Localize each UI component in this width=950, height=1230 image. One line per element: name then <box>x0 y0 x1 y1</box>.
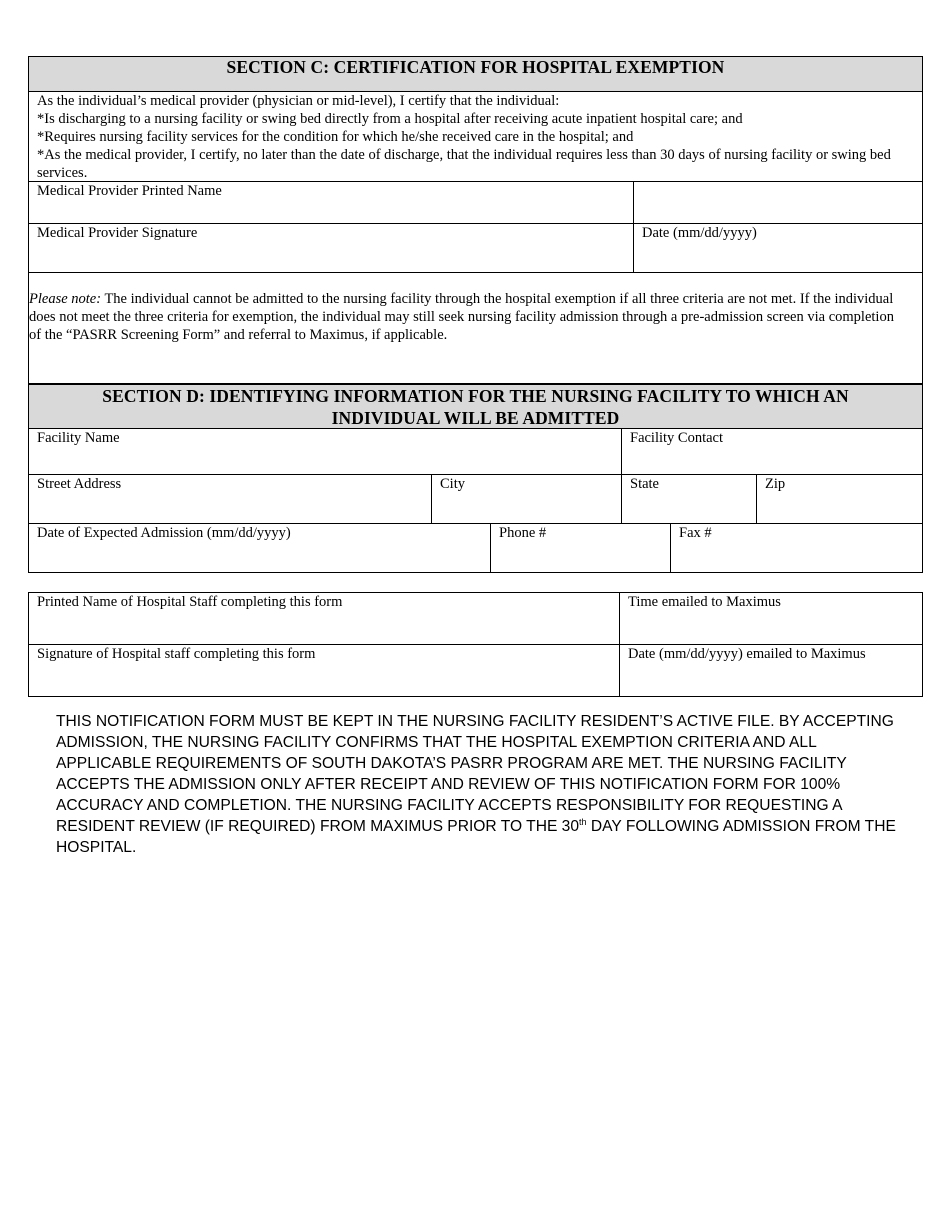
retention-notice <box>56 711 896 858</box>
staff-signature-field[interactable] <box>29 645 618 696</box>
fax-label: Fax # <box>679 525 712 541</box>
criterion-2: *Requires nursing facility services for the condition for which he/she received care in the hospital; and <box>37 129 634 145</box>
provider-date-field[interactable] <box>634 224 922 272</box>
zip-field[interactable] <box>757 475 922 522</box>
criterion-1: *Is discharging to a nursing facility or swing bed directly from a hospital after receiving acute inpatient hospital care; and <box>37 111 743 127</box>
provider-signature-label: Medical Provider Signature <box>37 225 198 241</box>
certification-intro: As the individual’s medical provider (physician or mid-level), I certify that the individual: <box>37 93 560 109</box>
fax-field[interactable] <box>671 524 922 572</box>
provider-signature-field[interactable] <box>29 224 632 272</box>
section-d-header <box>29 385 922 428</box>
phone-field[interactable] <box>491 524 669 572</box>
zip-label: Zip <box>765 476 786 492</box>
city-field[interactable] <box>432 475 620 522</box>
note-text: The individual cannot be admitted to the nursing facility through the hospital exemption if all three criteria are not met. If the individual does not meet the three criteria for exemption, the individual may still seek nursing facility admission through a pre-admission screen via completion of the “PASRR Screening Form” and referral to Maximus, if applicable. <box>29 291 894 343</box>
staff-printed-name-label: Printed Name of Hospital Staff completing this form <box>37 594 343 610</box>
notice-text-end: DAY FOLLOWING ADMISSION FROM THE HOSPITAL. <box>56 818 896 856</box>
notice-text: THIS NOTIFICATION FORM MUST BE KEPT IN THE NURSING FACILITY RESIDENT’S ACTIVE FILE. BY ACCEPTING ADMISSION, THE NURSING FACILITY CONFIRMS THAT THE HOSPITAL EXEMPTION CRITERIA AND ALL APPLICABLE REQUIREMENTS OF SOUTH DAKOTA’S PASRR PROGRAM ARE MET. THE NURSING FACILITY ACCEPTS THE ADMISSION ONLY AFTER RECEIPT AND REVIEW OF THIS NOTIFICATION FORM FOR 100% ACCURACY AND COMPLETION. THE NURSING FACILITY ACCEPTS RESPONSIBILITY FOR REQUESTING A RESIDENT REVIEW (IF REQUIRED) FROM MAXIMUS PRIOR TO THE 30 <box>56 713 894 835</box>
street-address-field[interactable] <box>29 475 430 522</box>
staff-printed-name-field[interactable] <box>29 593 618 643</box>
section-c-title: SECTION C: CERTIFICATION FOR HOSPITAL EXEMPTION <box>226 57 725 77</box>
city-label: City <box>440 476 465 492</box>
admission-date-field[interactable] <box>29 524 489 572</box>
provider-blank-field[interactable] <box>634 182 922 222</box>
provider-printed-name-field[interactable] <box>29 182 632 222</box>
date-emailed-label: Date (mm/dd/yyyy) emailed to Maximus <box>628 646 866 662</box>
state-field[interactable] <box>622 475 755 522</box>
staff-signature-label: Signature of Hospital staff completing this form <box>37 646 316 662</box>
certification-text <box>37 92 907 182</box>
note-lead: Please note: <box>29 291 102 307</box>
criterion-3: *As the medical provider, I certify, no later than the date of discharge, that the individual requires less than 30 days of nursing facility or swing bed services. <box>37 147 891 181</box>
section-c-header <box>29 57 922 91</box>
facility-name-field[interactable] <box>29 429 620 474</box>
date-emailed-field[interactable] <box>620 645 922 696</box>
street-address-label: Street Address <box>37 476 122 492</box>
facility-contact-label: Facility Contact <box>630 430 724 446</box>
state-label: State <box>630 476 659 492</box>
facility-name-label: Facility Name <box>37 430 120 446</box>
time-emailed-field[interactable] <box>620 593 922 643</box>
provider-printed-name-label: Medical Provider Printed Name <box>37 183 222 199</box>
section-d-title-line2: INDIVIDUAL WILL BE ADMITTED <box>331 408 620 428</box>
divider <box>28 272 923 273</box>
provider-date-label: Date (mm/dd/yyyy) <box>642 225 757 241</box>
time-emailed-label: Time emailed to Maximus <box>628 594 781 610</box>
section-d-title-line1: SECTION D: IDENTIFYING INFORMATION FOR THE NURSING FACILITY TO WHICH AN <box>102 386 849 406</box>
notice-superscript: th <box>579 816 587 827</box>
phone-label: Phone # <box>499 525 547 541</box>
facility-contact-field[interactable] <box>622 429 922 474</box>
admission-date-label: Date of Expected Admission (mm/dd/yyyy) <box>37 525 291 541</box>
please-note <box>29 290 909 344</box>
